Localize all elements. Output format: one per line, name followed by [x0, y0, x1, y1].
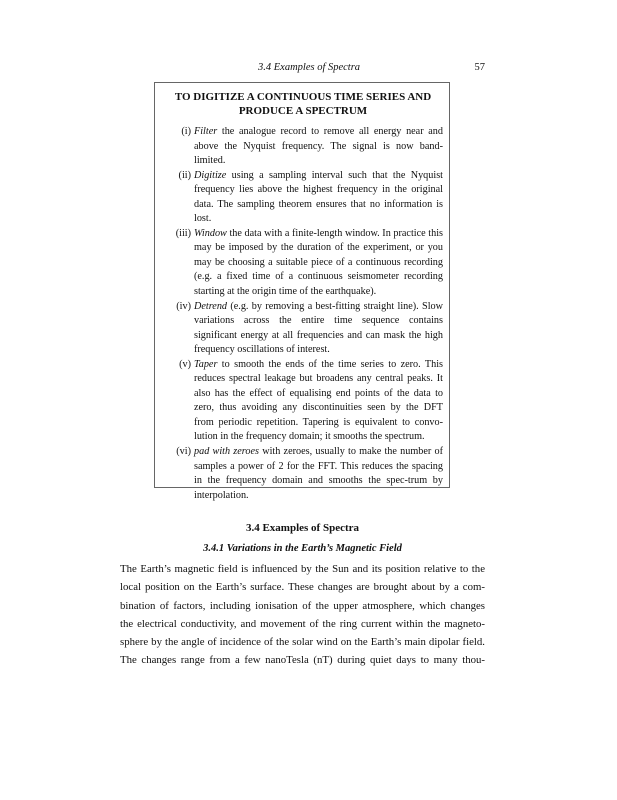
step-number: (ii) — [178, 169, 191, 181]
step-number: (i) — [181, 126, 191, 137]
paragraph-line: The changes range from a few nanoTesla (nT) during quiet days to many thou- — [120, 654, 485, 667]
step-number: (iii) — [175, 227, 191, 239]
page-number: 57 — [474, 62, 485, 73]
step-text: using a sampling interval such that the Nyquist frequency lies above the highest frequency in the original data. The sampling theorem ensures that no information is lost. — [194, 169, 443, 225]
step-keyword: Filter — [194, 126, 218, 137]
step-text: with zeroes, usually to make the number of samples a power of 2 for the FFT. This reduces the spacing in the frequency domain and smooths the spec-trum by interpolation. — [194, 446, 444, 501]
box-title-line-2: PRODUCE A SPECTRUM — [238, 105, 368, 117]
step-text: the analogue record to remove all energy near and above the Nyquist frequency. The signal is now band-limited. — [194, 126, 443, 167]
step-v — [171, 358, 445, 445]
step-ii — [171, 169, 445, 227]
step-keyword: Detrend — [194, 300, 228, 312]
step-keyword: Taper — [194, 358, 218, 370]
step-number: (iv) — [176, 300, 191, 312]
step-iv — [171, 300, 445, 358]
paragraph-line: local position on the Earth’s surface. These changes are brought about by a com- — [120, 581, 485, 594]
box-title-line-1: TO DIGITIZE A CONTINUOUS TIME SERIES AND — [174, 91, 432, 103]
step-text: the data with a finite-length window. In practice this may be imposed by the duration of the experiment, or you may be choosing a suitable piece of a continuous recording (e.g. a fixed time of a continuous seismometer recording starting at the origin time of the earthquake). — [194, 227, 443, 298]
step-keyword: pad with zeroes — [194, 446, 259, 458]
procedure-box — [154, 82, 450, 501]
subsection-heading: 3.4.1 Variations in the Earth’s Magnetic Field — [203, 543, 402, 554]
step-number: (vi) — [176, 446, 191, 458]
paragraph-line: the electrical conductivity, and movement of the ring current within the magneto- — [120, 617, 485, 630]
section-heading: 3.4 Examples of Spectra — [245, 522, 360, 534]
step-text: (e.g. by removing a best-fitting straight line). Slow variations across the entire time sequence contains significant energy at all frequencies and can mask the high frequency oscillations of interest. — [194, 300, 443, 356]
step-vi — [171, 445, 445, 503]
procedure-steps — [171, 125, 445, 503]
step-keyword: Digitize — [194, 169, 227, 181]
paragraph-line: The Earth’s magnetic field is influenced by the Sun and its position relative to the — [120, 563, 485, 575]
step-keyword: Window — [194, 227, 227, 239]
step-text: to smooth the ends of the time series to zero. This reduces spectral leakage but broadens any central peaks. It also has the effect of equalising end points of the data to zero, thus avoiding any discontinuities seen by the DFT from periodic repetition. Tapering is equivalent to convo-lution in the frequency domain; it smooths the spectrum. — [194, 358, 443, 443]
step-iii — [171, 227, 445, 300]
box-title — [171, 90, 445, 118]
paragraph-line: bination of factors, including ionisation of the upper atmosphere, which changes — [120, 599, 485, 612]
step-i — [171, 125, 445, 169]
running-head-title: 3.4 Examples of Spectra — [258, 62, 361, 73]
paragraph-line: sphere by the angle of incidence of the solar wind on the Earth’s main dipolar field. — [120, 636, 485, 649]
body-paragraph — [120, 560, 485, 670]
step-number: (v) — [179, 358, 191, 370]
